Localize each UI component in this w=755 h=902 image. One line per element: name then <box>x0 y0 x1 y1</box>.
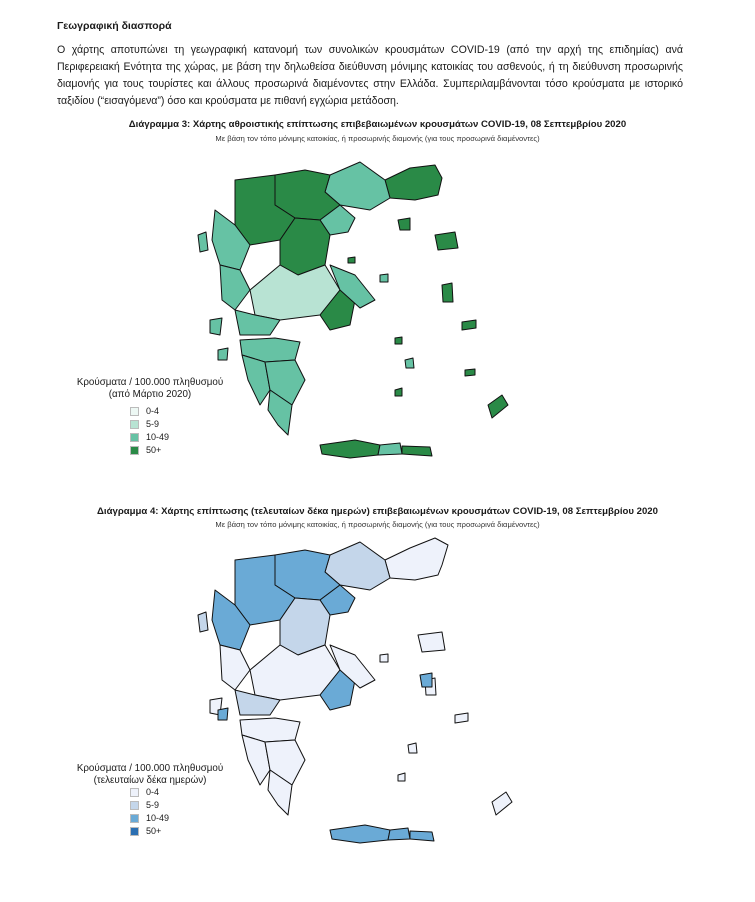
region-epirus-south <box>220 265 250 310</box>
legend-label: 0-4 <box>146 406 160 416</box>
legend-label: 50+ <box>146 445 162 455</box>
legend-swatch <box>130 433 139 442</box>
island-zakynthos <box>218 708 228 720</box>
island-corfu <box>198 612 208 632</box>
legend-item <box>130 432 169 442</box>
island-zakynthos <box>218 348 228 360</box>
figure-3-legend-title-line1: Κρούσματα / 100.000 πληθυσμού <box>76 377 224 388</box>
island-skiathos <box>348 257 355 263</box>
legend-item <box>130 813 169 823</box>
island-lesvos <box>418 632 445 652</box>
island-rhodes <box>488 395 508 418</box>
island-naxos <box>408 743 417 753</box>
figure-3-subtitle: Με βάση τον τόπο μόνιμης κατοικίας, ή προσωρινής διαμονής (για τους προσωρινά διαμένοντες) <box>215 134 540 143</box>
legend-swatch <box>130 446 139 455</box>
island-chios <box>442 283 453 302</box>
legend-swatch <box>130 420 139 429</box>
figure-3-title: Διάγραμμα 3: Χάρτης αθροιστικής επίπτωσης επιβεβαιωμένων κρουσμάτων COVID-19, 08 Σεπτεμβρίου 2020 <box>128 119 627 130</box>
figure-4-legend-title-line1: Κρούσματα / 100.000 πληθυσμού <box>76 763 224 774</box>
legend-swatch <box>130 801 139 810</box>
figure-4-map <box>180 530 560 870</box>
legend-label: 50+ <box>146 826 162 836</box>
island-naxos <box>405 358 414 368</box>
legend-item <box>130 445 161 455</box>
legend-item <box>130 419 159 429</box>
legend-swatch <box>130 407 139 416</box>
section-heading: Γεωγραφική διασπορά <box>57 20 172 32</box>
island-rhodes <box>492 792 512 815</box>
figure-4-subtitle: Με βάση τον τόπο μόνιμης κατοικίας, ή προσωρινής διαμονής (για τους προσωρινά διαμένοντες) <box>215 520 540 529</box>
island-santorini <box>395 388 402 396</box>
legend-item <box>130 826 161 836</box>
legend-label: 0-4 <box>146 787 160 797</box>
island-crete-central <box>378 443 402 455</box>
legend-swatch <box>130 827 139 836</box>
island-mykonos <box>395 337 402 344</box>
figure-3-legend-title-line2: (από Μάρτιο 2020) <box>108 389 192 400</box>
island-kefalonia <box>210 318 222 335</box>
figure-3-legend-title <box>70 377 230 401</box>
intro-paragraph: Ο χάρτης αποτυπώνει τη γεωγραφική κατανομή των συνολικών κρουσμάτων COVID-19 (από την αρχή της επιδημίας) ανά Περιφερειακή Ενότητα της χώρας, με βάση την δηλωθείσα διεύθυνση μόνιμης κατοικίας του ασθενούς, ή τη διεύθυνση προσωρινής διαμονής για τους τουρίστες και άλλους προσωρινά διαμένοντες στην Ελλάδα. Συμπεριλαμβάνονται τόσο κρούσματα με ιστορικό ταξιδίου (“εισαγόμενα”) όσο και κρούσματα με πιθανή εγχώρια μετάδοση. <box>57 44 683 107</box>
island-crete-west <box>320 440 380 458</box>
island-samos <box>455 713 468 723</box>
legend-label: 10-49 <box>146 813 170 823</box>
legend-item <box>130 787 159 797</box>
legend-swatch <box>130 814 139 823</box>
island-santorini <box>398 773 405 781</box>
island-skyros <box>380 274 388 282</box>
legend-swatch <box>130 788 139 797</box>
figure-3-map <box>180 150 560 480</box>
island-samos <box>462 320 476 330</box>
region-epirus-south <box>220 645 250 690</box>
figure-4-title: Διάγραμμα 4: Χάρτης επίπτωσης (τελευταίων δέκα ημερών) επιβεβαιωμένων κρουσμάτων COVID-19, 08 Σεπτεμβρίου 2020 <box>97 506 658 517</box>
island-crete-west <box>330 825 390 843</box>
island-corfu <box>198 232 208 252</box>
island-crete-east <box>410 831 434 841</box>
island-lemnos <box>398 218 410 230</box>
legend-item <box>130 406 159 416</box>
legend-item <box>130 800 159 810</box>
legend-label: 10-49 <box>146 432 170 442</box>
island-crete-east <box>402 446 432 456</box>
island-lemnos <box>420 673 432 687</box>
figure-4-legend-title <box>70 763 230 787</box>
region-thrace <box>385 538 448 580</box>
figure-4-legend-title-line2: (τελευταίων δέκα ημερών) <box>93 775 207 786</box>
island-skyros <box>380 654 388 662</box>
legend-label: 5-9 <box>146 800 160 810</box>
island-lesvos <box>435 232 458 250</box>
island-crete-central <box>388 828 410 840</box>
legend-label: 5-9 <box>146 419 160 429</box>
island-kos <box>465 369 475 376</box>
region-thrace <box>385 165 442 200</box>
